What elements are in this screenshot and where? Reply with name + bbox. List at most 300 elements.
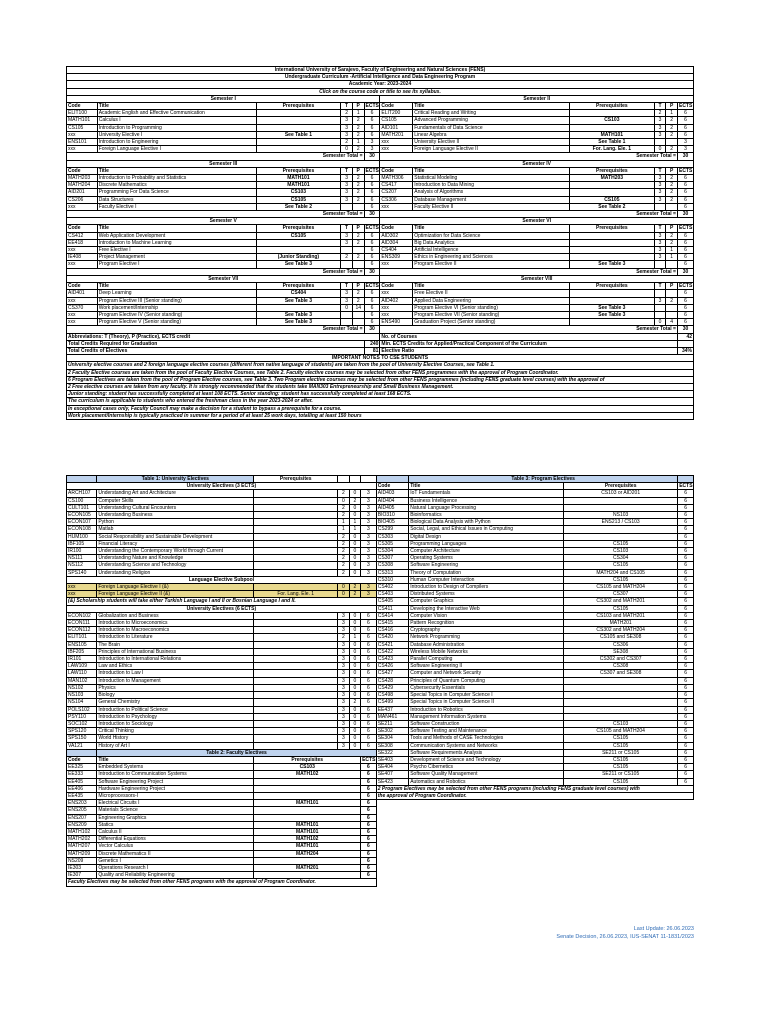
course-code[interactable]: CULT101 (67, 504, 97, 511)
course-code[interactable]: CS105 (380, 117, 413, 124)
course-code[interactable]: CS429 (376, 684, 408, 691)
course-code[interactable]: AID401 (67, 290, 98, 297)
course-code[interactable]: BIO310 (376, 512, 408, 519)
col-code: Code (67, 167, 98, 174)
col-p: P (352, 283, 364, 290)
course-code[interactable]: CS403 (376, 591, 408, 598)
course-title[interactable]: Introduction to International Relations (97, 656, 254, 663)
course-title[interactable]: Program Elective IV (Senior standing) (97, 311, 256, 318)
course-title[interactable]: Software Testing and Maintenance (409, 728, 564, 735)
course-code[interactable]: CS105 (67, 124, 98, 131)
prerequisite: CS105 (564, 576, 678, 583)
course-title[interactable]: Understanding Science and Technology (97, 562, 254, 569)
ects: 6 (678, 749, 694, 756)
course-title[interactable]: Natural Language Processing (409, 504, 564, 511)
course-title[interactable]: Quality and Reliability Engineering (97, 872, 254, 879)
course-code[interactable]: CS404 (380, 247, 413, 254)
course-code[interactable]: ENS101 (67, 139, 98, 146)
course-title[interactable]: Program Elective I (97, 261, 256, 268)
course-title[interactable]: Introduction to Microeconomics (97, 620, 254, 627)
course-code[interactable]: ELIT101 (67, 634, 97, 641)
course-code[interactable]: CS303 (376, 533, 408, 540)
course-title[interactable]: Critical Reading and Writing (413, 110, 570, 117)
course-code[interactable]: EE435 (67, 792, 97, 799)
course-title[interactable]: Computer Graphics (409, 598, 564, 605)
course-code[interactable]: SE302 (376, 728, 408, 735)
course-code[interactable]: xxx (380, 146, 413, 153)
course-title[interactable]: University Elective I (97, 131, 256, 138)
course-title[interactable]: Biological Data Analysis with Python (409, 519, 564, 526)
course-code[interactable]: CS420 (376, 634, 408, 641)
course-title[interactable]: Advanced Programming (413, 117, 570, 124)
course-title[interactable]: Project Management (97, 254, 256, 261)
course-title[interactable]: Introduction to Sociology (97, 720, 254, 727)
course-code[interactable]: CS305 (376, 540, 408, 547)
course-code[interactable]: ECON107 (67, 519, 97, 526)
course-code[interactable]: AID402 (380, 297, 413, 304)
course-title[interactable]: Hardware Engineering Project (97, 785, 254, 792)
course-code[interactable]: MATH204 (67, 182, 98, 189)
course-title[interactable]: Human Computer Interaction (409, 576, 564, 583)
course-title[interactable]: Big Data Analytics (413, 239, 570, 246)
course-code[interactable]: AID101 (380, 124, 413, 131)
course-code[interactable]: CS304 (376, 548, 408, 555)
course-code[interactable]: MATH306 (380, 175, 413, 182)
course-code[interactable]: AID201 (67, 189, 98, 196)
course-code[interactable]: CS426 (376, 663, 408, 670)
course-title[interactable]: Introduction to Design of Compilers (409, 584, 564, 591)
course-title[interactable]: Differential Equations (97, 836, 254, 843)
course-code[interactable]: CS405 (376, 598, 408, 605)
course-title[interactable]: Graduation Project (Senior standing) (413, 319, 570, 326)
course-code[interactable]: ENS205 (67, 807, 97, 814)
course-title[interactable]: Applied Data Engineering (413, 297, 570, 304)
course-title[interactable]: Introduction to Machine Learning (97, 239, 256, 246)
course-code[interactable]: IE408 (67, 254, 98, 261)
course-title[interactable]: Understanding Business (97, 512, 254, 519)
empty (376, 814, 693, 821)
course-code[interactable]: ECON108 (67, 526, 97, 533)
course-code[interactable]: CS207 (380, 189, 413, 196)
course-code[interactable]: SE423 (376, 778, 408, 785)
practice (666, 311, 678, 318)
course-code[interactable]: MATH102 (67, 828, 97, 835)
course-title[interactable]: Automatics and Robotics (409, 778, 564, 785)
course-code[interactable]: SE322 (376, 749, 408, 756)
course-code[interactable]: SE404 (376, 764, 408, 771)
course-title[interactable]: Development of Science and Technology (409, 756, 564, 763)
course-title[interactable]: Special Topics in Computer Science I (409, 692, 564, 699)
ects: 6 (678, 512, 694, 519)
course-title[interactable]: Academic English and Effective Communication (97, 110, 256, 117)
course-title[interactable]: Introduction to Data Mining (413, 182, 570, 189)
course-title[interactable]: Principles of Quantum Computing (409, 677, 564, 684)
ects: 6 (677, 254, 693, 261)
course-title[interactable]: Social Responsibility and Sustainable Development (97, 533, 254, 540)
course-code[interactable]: IR100 (67, 548, 97, 555)
course-title[interactable]: Microprocessors-I (97, 792, 254, 799)
course-code[interactable]: EE333 (67, 771, 97, 778)
course-code[interactable]: EE405 (67, 778, 97, 785)
course-code[interactable]: xxx (67, 203, 98, 210)
course-code[interactable]: LAW109 (67, 663, 97, 670)
course-title[interactable]: Data Structures (97, 196, 256, 203)
course-title[interactable]: Software Engineering II (409, 663, 564, 670)
course-code[interactable]: AID404 (376, 497, 408, 504)
course-code[interactable]: CS421 (376, 641, 408, 648)
course-title[interactable]: Operations Research I (97, 864, 254, 871)
course-code[interactable]: NS112 (67, 562, 97, 569)
course-code[interactable]: xxx (380, 304, 413, 311)
course-title[interactable]: Discrete Mathematics (97, 182, 256, 189)
course-title[interactable]: University Elective II (413, 139, 570, 146)
course-title[interactable]: Introduction to Robotics (409, 706, 564, 713)
col-t: T (654, 225, 666, 232)
course-title[interactable]: Introduction to Law I (97, 670, 254, 677)
course-code[interactable]: xxx (380, 139, 413, 146)
course-title[interactable]: Program Elective VII (Senior standing) (413, 311, 570, 318)
course-title[interactable]: Program Elective VI (Senior standing) (413, 304, 570, 311)
course-code[interactable]: BIO405 (376, 519, 408, 526)
course-title[interactable]: Programming Languages (409, 540, 564, 547)
course-code[interactable]: ELIT200 (380, 110, 413, 117)
course-title[interactable]: Introduction to Psychology (97, 713, 254, 720)
course-code[interactable]: ENS209 (67, 821, 97, 828)
course-title[interactable]: Tools and Methods of CASE Technologies (409, 735, 564, 742)
course-code[interactable]: CS417 (380, 182, 413, 189)
course-title[interactable]: Biology (97, 692, 254, 699)
course-code[interactable]: xxx (380, 311, 413, 318)
course-title[interactable]: Principles of International Business (97, 648, 254, 655)
ects: 6 (678, 713, 694, 720)
course-title[interactable]: Embedded Systems (97, 764, 254, 771)
course-title[interactable]: Calculus II (97, 828, 254, 835)
course-title[interactable]: Foreign Language Elective II (413, 146, 570, 153)
course-code[interactable]: SPS150 (67, 735, 97, 742)
course-code[interactable]: CS307 (376, 555, 408, 562)
course-code[interactable]: SE308 (376, 742, 408, 749)
course-code[interactable]: EE406 (67, 785, 97, 792)
course-code[interactable]: IE303 (67, 864, 97, 871)
course-title[interactable]: Calculus I (97, 117, 256, 124)
course-title[interactable]: Globalization and Business (97, 612, 254, 619)
course-code[interactable]: MATH207 (67, 843, 97, 850)
course-title[interactable]: Faculty Elective II (413, 203, 570, 210)
course-title[interactable]: Software Engineering (409, 562, 564, 569)
course-code[interactable]: xxx (380, 203, 413, 210)
course-title[interactable]: Understanding Nature and Knowledge (97, 555, 254, 562)
course-code[interactable]: VA121 (67, 742, 97, 749)
course-title[interactable]: Law and Ethics (97, 663, 254, 670)
course-title[interactable]: Software Quality Management (409, 771, 564, 778)
course-title[interactable]: Fundamentals of Data Science (413, 124, 570, 131)
course-title[interactable]: Analysis of Algorithms (413, 189, 570, 196)
course-title[interactable]: Genetics I (97, 857, 254, 864)
course-code[interactable]: EE418 (67, 239, 98, 246)
course-code[interactable]: AID405 (376, 504, 408, 511)
course-code[interactable]: ENS490 (380, 319, 413, 326)
ects: 6 (677, 110, 693, 117)
course-title[interactable]: Financial Literacy (97, 540, 254, 547)
total-credits-label: Total Credits Required for Graduation (67, 340, 365, 347)
course-code[interactable]: CS308 (376, 562, 408, 569)
course-code[interactable]: xxx (67, 146, 98, 153)
course-title[interactable]: Web Application Development (97, 232, 256, 239)
course-title[interactable]: Distributed Systems (409, 591, 564, 598)
course-title[interactable]: Theory of Computation (409, 569, 564, 576)
course-code[interactable]: CS402 (376, 584, 408, 591)
course-title[interactable]: Software Engineering Project (97, 778, 254, 785)
semester-title-row (67, 218, 694, 225)
course-code[interactable]: NS104 (67, 699, 97, 706)
course-title[interactable]: IoT Fundamentals (409, 490, 564, 497)
course-title[interactable]: Business Intelligence (409, 497, 564, 504)
course-title[interactable]: Cryptography (409, 627, 564, 634)
ects: 3 (361, 504, 377, 511)
course-title[interactable]: Communication Systems and Networks (409, 742, 564, 749)
course-title[interactable]: Foreign Language Elective I (&) (97, 584, 254, 591)
course-code[interactable]: EE325 (67, 764, 97, 771)
semester-total-row (67, 153, 694, 160)
course-title[interactable]: Introduction to Macroeconomics (97, 627, 254, 634)
course-title[interactable]: Network Programming (409, 634, 564, 641)
course-title[interactable]: Introduction to Probability and Statistics (97, 175, 256, 182)
course-title[interactable]: Special Topics in Computer Science II (409, 699, 564, 706)
elective-row (67, 656, 694, 663)
practice: 0 (349, 670, 361, 677)
course-code[interactable]: xxx (67, 319, 98, 326)
course-code[interactable]: CS370 (67, 304, 98, 311)
course-code[interactable]: EE437 (376, 706, 408, 713)
course-code[interactable]: xxx (380, 261, 413, 268)
course-code[interactable]: SPS140 (67, 569, 97, 576)
prerequisite (254, 735, 338, 742)
course-code[interactable]: NS103 (67, 692, 97, 699)
course-code[interactable]: CS415 (376, 620, 408, 627)
elective-row (67, 778, 694, 785)
col-t: T (654, 283, 666, 290)
course-title[interactable]: Software Construction (409, 720, 564, 727)
course-code[interactable]: IBF105 (67, 540, 97, 547)
course-title[interactable]: History of Art I (97, 742, 254, 749)
course-code[interactable]: ARCH107 (67, 490, 97, 497)
course-code[interactable]: CS427 (376, 670, 408, 677)
course-code[interactable]: CS422 (376, 648, 408, 655)
course-title[interactable]: Foreign Language Elective II (&) (97, 591, 254, 598)
course-code[interactable]: MATH209 (67, 850, 97, 857)
course-title[interactable]: Bioinformatics (409, 512, 564, 519)
course-title[interactable]: Introduction to Management (97, 677, 254, 684)
course-code[interactable]: CS414 (376, 612, 408, 619)
course-code[interactable]: xxx (67, 131, 98, 138)
course-title[interactable]: Artificial Intelligence (413, 247, 570, 254)
course-title[interactable]: Understanding Religion (97, 569, 254, 576)
course-title[interactable]: Optimization for Data Science (413, 232, 570, 239)
course-title[interactable]: Free Elective I (97, 247, 256, 254)
course-code[interactable]: CS498 (376, 692, 408, 699)
elective-row (67, 821, 694, 828)
course-code[interactable]: LAW110 (67, 670, 97, 677)
course-code[interactable]: ENS207 (67, 814, 97, 821)
course-code[interactable]: ENS105 (67, 641, 97, 648)
course-title[interactable]: Cybersecurity Essentials (409, 684, 564, 691)
blank (361, 476, 377, 483)
course-code[interactable]: MATH101 (67, 117, 98, 124)
course-code[interactable]: MATH201 (380, 131, 413, 138)
course-code[interactable]: SE403 (376, 756, 408, 763)
course-title[interactable]: Statistical Modeling (413, 175, 570, 182)
course-code[interactable]: xxx (67, 591, 97, 598)
course-title[interactable]: Faculty Elective I (97, 203, 256, 210)
course-title[interactable]: Computer Architecture (409, 548, 564, 555)
course-title[interactable]: Discrete Mathematics II (97, 850, 254, 857)
course-title[interactable]: Python (97, 519, 254, 526)
course-code[interactable]: CS412 (67, 232, 98, 239)
course-title[interactable]: Computer Skills (97, 497, 254, 504)
course-code[interactable]: SE304 (376, 735, 408, 742)
course-title[interactable]: Work placement/Internship (97, 304, 256, 311)
course-code[interactable]: IE307 (67, 872, 97, 879)
course-title[interactable]: Program Elective III (Senior standing) (97, 297, 256, 304)
semester-title: Semester VI (380, 218, 694, 225)
course-title[interactable]: Physics (97, 684, 254, 691)
course-code[interactable]: IR101 (67, 656, 97, 663)
course-title[interactable]: Understanding Art and Architecture (97, 490, 254, 497)
course-code[interactable]: ECON112 (67, 627, 97, 634)
course-title[interactable]: Social, Legal, and Ethical Issues in Computing (409, 526, 564, 533)
course-title[interactable]: Management Information Systems (409, 713, 564, 720)
course-code[interactable]: CS423 (376, 656, 408, 663)
course-code[interactable]: HUM100 (67, 533, 97, 540)
course-title[interactable]: Electrical Circuits I (97, 800, 254, 807)
course-title[interactable]: Database Administration (409, 641, 564, 648)
ects: 6 (677, 311, 693, 318)
course-code[interactable]: MAN102 (67, 677, 97, 684)
course-title[interactable]: Computer Vision (409, 612, 564, 619)
course-code[interactable]: xxx (67, 584, 97, 591)
course-title[interactable]: Operating Systems (409, 555, 564, 562)
prerequisite: See Table 3 (256, 297, 341, 304)
subpool-title: University Electives (6 ECTS) (67, 605, 377, 612)
course-title[interactable]: Deep Learning (97, 290, 256, 297)
course-code[interactable]: IBF205 (67, 648, 97, 655)
course-code[interactable]: SE211 (376, 720, 408, 727)
course-code[interactable]: AID403 (376, 490, 408, 497)
course-title[interactable]: Linear Algebra (413, 131, 570, 138)
course-title[interactable]: The Brain (97, 641, 254, 648)
course-title[interactable]: World History (97, 735, 254, 742)
semester-title: Semester I (67, 95, 380, 102)
course-title[interactable]: Parallel Computing (409, 656, 564, 663)
course-code[interactable]: NS102 (67, 684, 97, 691)
course-code[interactable]: xxx (67, 311, 98, 318)
course-title[interactable]: Program Elective II (413, 261, 570, 268)
course-title[interactable]: Developing the Interactive Web (409, 605, 564, 612)
course-title[interactable]: General Chemistry (97, 699, 254, 706)
course-code[interactable]: CS411 (376, 605, 408, 612)
semester-total: 30 (364, 326, 380, 333)
course-title[interactable]: Programming For Data Science (97, 189, 256, 196)
course-code[interactable]: ENS203 (67, 800, 97, 807)
course-title[interactable]: Free Elective II (413, 290, 570, 297)
course-code[interactable]: MATH203 (67, 175, 98, 182)
course-title[interactable]: Foreign Language Elective I (97, 146, 256, 153)
course-code[interactable]: SOC102 (67, 720, 97, 727)
course-title[interactable]: Introduction to Political Science (97, 706, 254, 713)
empty (376, 836, 693, 843)
course-code[interactable]: ECON111 (67, 620, 97, 627)
course-title[interactable]: Software Requirements Analysis (409, 749, 564, 756)
course-code[interactable]: NS111 (67, 555, 97, 562)
no-courses-label: No. of Courses (380, 333, 678, 340)
course-code[interactable]: MATH202 (67, 836, 97, 843)
course-code[interactable]: CS416 (376, 627, 408, 634)
course-code[interactable]: CS100 (67, 497, 97, 504)
prerequisite (254, 785, 361, 792)
course-title[interactable]: Matlab (97, 526, 254, 533)
course-code[interactable]: xxx (67, 261, 98, 268)
course-code[interactable]: NS209 (67, 857, 97, 864)
course-title[interactable]: Pattern Recognition (409, 620, 564, 627)
course-code[interactable]: AID304 (380, 239, 413, 246)
course-code[interactable]: MAN461 (376, 713, 408, 720)
course-title[interactable]: Understanding Cultural Encounters (97, 504, 254, 511)
course-code[interactable]: CS310 (376, 576, 408, 583)
course-code[interactable]: CS299 (376, 526, 408, 533)
course-code[interactable]: AID302 (380, 232, 413, 239)
course-code[interactable]: ENS309 (380, 254, 413, 261)
course-title[interactable]: Introduction to Engineering (97, 139, 256, 146)
practice: 2 (352, 182, 364, 189)
course-code[interactable]: xxx (67, 297, 98, 304)
course-title[interactable]: Engineering Graphics (97, 814, 254, 821)
course-code[interactable]: xxx (67, 247, 98, 254)
course-title[interactable]: Critical Thinking (97, 728, 254, 735)
course-code[interactable]: CS428 (376, 677, 408, 684)
course-title[interactable]: Materials Science (97, 807, 254, 814)
course-code[interactable]: POLS102 (67, 706, 97, 713)
course-title[interactable]: Ethics in Engineering and Sciences (413, 254, 570, 261)
prerequisite (254, 548, 338, 555)
course-title[interactable]: Introduction to Literature (97, 634, 254, 641)
course-code[interactable]: ELIT100 (67, 110, 98, 117)
course-title[interactable]: Computer and Network Security (409, 670, 564, 677)
course-title[interactable]: Database Management (413, 196, 570, 203)
course-title[interactable]: Statics (97, 821, 254, 828)
course-code[interactable]: xxx (380, 290, 413, 297)
course-code[interactable]: CS499 (376, 699, 408, 706)
course-title[interactable]: Introduction to Communication Systems (97, 771, 254, 778)
course-code[interactable]: PSY110 (67, 713, 97, 720)
course-code[interactable]: SPS120 (67, 728, 97, 735)
course-title[interactable]: Psycho Cibernetics (409, 764, 564, 771)
course-code[interactable]: ECON105 (67, 512, 97, 519)
practice: 1 (352, 110, 364, 117)
course-code[interactable]: CS306 (380, 196, 413, 203)
course-code[interactable]: CS313 (376, 569, 408, 576)
course-code[interactable]: SE407 (376, 771, 408, 778)
semester-total-label: Semester Total = (67, 211, 365, 218)
course-title[interactable]: Program Elective V (Senior standing) (97, 319, 256, 326)
course-title[interactable]: Digital Design (409, 533, 564, 540)
course-title[interactable]: Introduction to Programming (97, 124, 256, 131)
course-code[interactable]: CS206 (67, 196, 98, 203)
course-title[interactable]: Vector Calculus (97, 843, 254, 850)
course-code[interactable]: ECON102 (67, 612, 97, 619)
course-title[interactable]: Wireless Mobile Networks (409, 648, 564, 655)
course-title[interactable]: Understanding the Contemporary World through Current (97, 548, 254, 555)
ects: 6 (677, 261, 693, 268)
